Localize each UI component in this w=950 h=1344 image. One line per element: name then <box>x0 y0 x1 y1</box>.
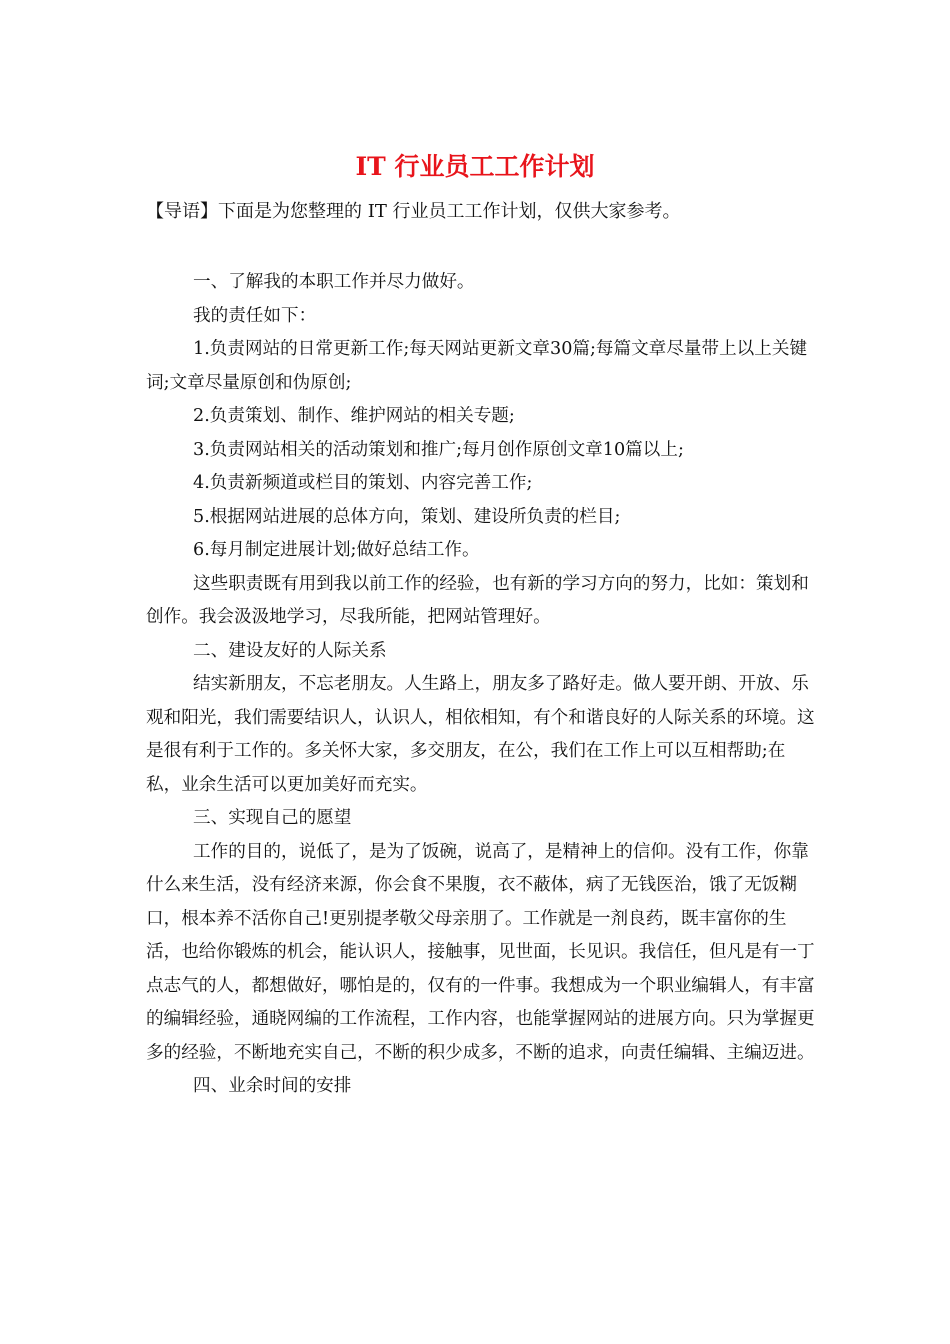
list-item: 2.负责策划、制作、维护网站的相关专题; <box>193 406 515 426</box>
heading-section-4: 四、业余时间的安排 <box>193 1076 352 1096</box>
paragraph: 这些职责既有用到我以前工作的经验，也有新的学习方向的努力，比如：策划和创作。我会汲汲地学习，尽我所能，把网站管理好。 <box>146 573 809 627</box>
list-item: 1.负责网站的日常更新工作;每天网站更新文章30篇;每篇文章尽量带上以上关键词;文章尽量原创和伪原创; <box>146 339 808 393</box>
paragraph: 我的责任如下： <box>193 305 317 326</box>
document-body <box>146 266 818 1104</box>
list-item: 3.负责网站相关的活动策划和推广;每月创作原创文章10篇以上; <box>193 439 684 460</box>
heading-section-2: 二、建设友好的人际关系 <box>193 640 387 661</box>
lead-paragraph: 【导语】下面是为您整理的 IT 行业员工工作计划，仅供大家参考。 <box>146 201 681 222</box>
list-item: 6.每月制定进展计划;做好总结工作。 <box>193 540 480 560</box>
paragraph: 结实新朋友，不忘老朋友。人生路上，朋友多了路好走。做人要开朗、开放、乐观和阳光，我们需要结识人，认识人，相依相知，有个和谐良好的人际关系的环境。这是很有利于工作的。多关怀大家，多交朋友，在公，我们在工作上可以互相帮助;在私，业余生活可以更加美好而充实。 <box>146 674 815 795</box>
list-item: 5.根据网站进展的总体方向，策划、建设所负责的栏目; <box>193 506 621 527</box>
heading-section-3: 三、实现自己的愿望 <box>193 808 352 828</box>
list-item: 4.负责新频道或栏目的策划、内容完善工作; <box>193 473 533 493</box>
document-title: IT 行业员工工作计划 <box>355 152 595 181</box>
paragraph: 工作的目的，说低了，是为了饭碗，说高了，是精神上的信仰。没有工作，你靠什么来生活，没有经济来源，你会食不果腹，衣不蔽体，病了无钱医治，饿了无饭糊口，根本养不活你自己!更别提孝敬父母亲朋了。工作就是一剂良药，既丰富你的生活，也给你锻炼的机会，能认识人，接触事，见世面，长见识。我信任，但凡是有一丁点志气的人，都想做好，哪怕是的，仅有的一件事。我想成为一个职业编辑人，有丰富的编辑经验，通晓网编的工作流程，工作内容，也能掌握网站的进展方向。只为掌握更多的经验，不断地充实自己，不断的积少成多，不断的追求，向责任编辑、主编迈进。 <box>146 841 815 1063</box>
heading-section-1: 一、了解我的本职工作并尽力做好。 <box>193 272 475 292</box>
